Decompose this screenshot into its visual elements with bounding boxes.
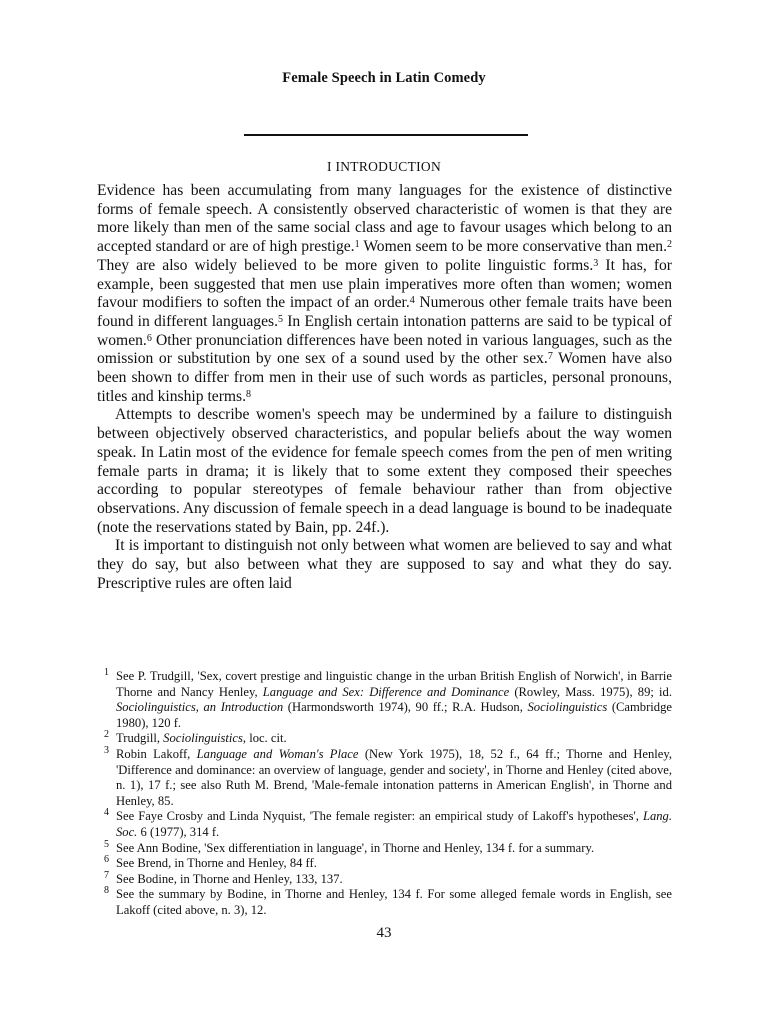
text-run: See P. Trudgill, 'Sex, covert prestige and linguistic change in the urban British English of Norwich', in Barrie Thorne and Nancy Henley,	[116, 669, 672, 699]
text-run: Women have also been shown to differ from men in their use of such words as particles, personal pronouns, titles and kinship terms.	[97, 350, 672, 405]
text-run: Evidence has been accumulating from many languages for the existence of distinctive forms of female speech. A consistently observed characteristic of women is that they are more likely than men of the same social class and age to favour usages which belong to an accepted standard or are of high prestige.	[97, 182, 672, 256]
text-run: In English certain intonation patterns are said to be typical of women.	[97, 312, 672, 349]
main-text	[97, 182, 672, 593]
text-run: See Ann Bodine, 'Sex differentiation in language', in Thorne and Henley, 134 f. for a summary.	[116, 840, 595, 855]
footnote-4	[106, 809, 672, 840]
page-number: 43	[376, 925, 392, 941]
footnote-ref-1[interactable]: 1	[354, 239, 360, 251]
footnote-ref-3[interactable]: 3	[593, 257, 599, 269]
book-title: Sociolinguistics	[527, 700, 608, 715]
footnote-ref-4[interactable]: 4	[409, 295, 415, 307]
text-run: Trudgill,	[116, 731, 164, 746]
footnote-ref-7[interactable]: 7	[547, 351, 553, 363]
footnote-7	[104, 869, 672, 888]
text-run: (Rowley, Mass. 1975), 89; id.	[509, 684, 672, 699]
footnote-1	[106, 669, 672, 731]
text-run: Robin Lakoff,	[116, 746, 197, 761]
text-run: 6 (1977), 314 f.	[137, 824, 220, 839]
footnote-8	[106, 887, 672, 918]
footnote-ref-2[interactable]: 2	[667, 239, 673, 251]
book-title: Language and Sex: Difference and Dominance	[262, 684, 510, 699]
text-run: See Brend, in Thorne and Henley, 84 ff.	[116, 856, 317, 871]
footnote-number: 7	[104, 869, 109, 881]
text-run: See Bodine, in Thorne and Henley, 133, 137.	[116, 871, 343, 886]
footnote-3	[104, 744, 672, 809]
book-title: Sociolinguistics, an Introduction	[116, 700, 284, 715]
text-run: (Cambridge 1980), 120 f.	[116, 700, 672, 730]
paragraph-3: It is important to distinguish not only between what women are believed to say and what they do say, but also between what they are supposed to say and what they do say. Prescriptive rules are often laid	[97, 537, 672, 592]
text-run: See Faye Crosby and Linda Nyquist, 'The female register: an empirical study of Lakoff's hypotheses',	[116, 809, 643, 824]
text-run: Numerous other female traits have been found in different languages.	[97, 294, 672, 330]
text-run: See the summary by Bodine, in Thorne and Henley, 134 f. For some alleged female words in English, see Lakoff (cited above, n. 3), 12.	[116, 887, 672, 917]
article-title: Female Speech in Latin Comedy	[282, 70, 486, 86]
footnote-number: 4	[104, 807, 109, 819]
footnote-ref-6[interactable]: 6	[146, 332, 152, 344]
footnote-number: 8	[104, 885, 109, 897]
text-run: (Harmondsworth 1974), 90 ff.; R.A. Hudson,	[283, 700, 528, 715]
text-run: They are also widely believed to be more given to polite linguistic forms.	[97, 256, 594, 274]
paragraph-2: Attempts to describe women's speech may be undermined by a failure to distinguish between objectively observed characteristics, and popular beliefs about the way women speak. In Latin most of the evidence for female speech comes from the pen of men writing female parts in drama; it is likely that to some extent they composed their speeches according to popular stereotypes of female behaviour rather than from objective observations. Any discussion of female speech in a dead language is bound to be inadequate (note the reservations stated by Bain, pp. 24f.).	[97, 406, 672, 536]
text-run: (New York 1975), 18, 52 f., 64 ff.; Thorne and Henley, 'Difference and dominance: an overview of language, gender and society', in Thorne and Henley (cited above, n. 1), 17 f.; see also Ruth M. Brend, 'Male-female intonation patterns in American English', in Thorne and Henley, 85.	[116, 746, 672, 808]
footnote-6	[106, 856, 672, 872]
footnote-number: 2	[104, 729, 109, 741]
book-title: Language and Woman's Place	[196, 746, 359, 761]
paragraph-1	[97, 182, 672, 406]
footnote-number: 6	[104, 854, 109, 866]
footnote-number: 5	[104, 838, 109, 850]
section-heading: I INTRODUCTION	[326, 159, 442, 174]
footnotes	[106, 669, 672, 919]
text-run: It has, for example, been suggested that men use plain imperatives more often than women; women favour modifiers to soften the impact of an order.	[97, 256, 673, 312]
footnote-ref-8[interactable]: 8	[246, 388, 251, 400]
text-run: Women seem to be more conservative than men.	[359, 238, 668, 256]
footnote-5	[104, 838, 672, 857]
journal-title: Lang. Soc.	[116, 809, 672, 839]
text-run: , loc. cit.	[242, 731, 287, 746]
footnote-2	[106, 731, 672, 747]
text-run: Other pronunciation differences have been noted in various languages, such as the omission or substitution by one sex of a sound used by the other sex.	[97, 331, 672, 368]
footnote-ref-5[interactable]: 5	[277, 313, 283, 325]
footnote-number: 3	[104, 744, 109, 756]
book-title: Sociolinguistics	[163, 731, 243, 746]
title-rule	[244, 134, 528, 136]
footnote-number: 1	[104, 667, 109, 678]
